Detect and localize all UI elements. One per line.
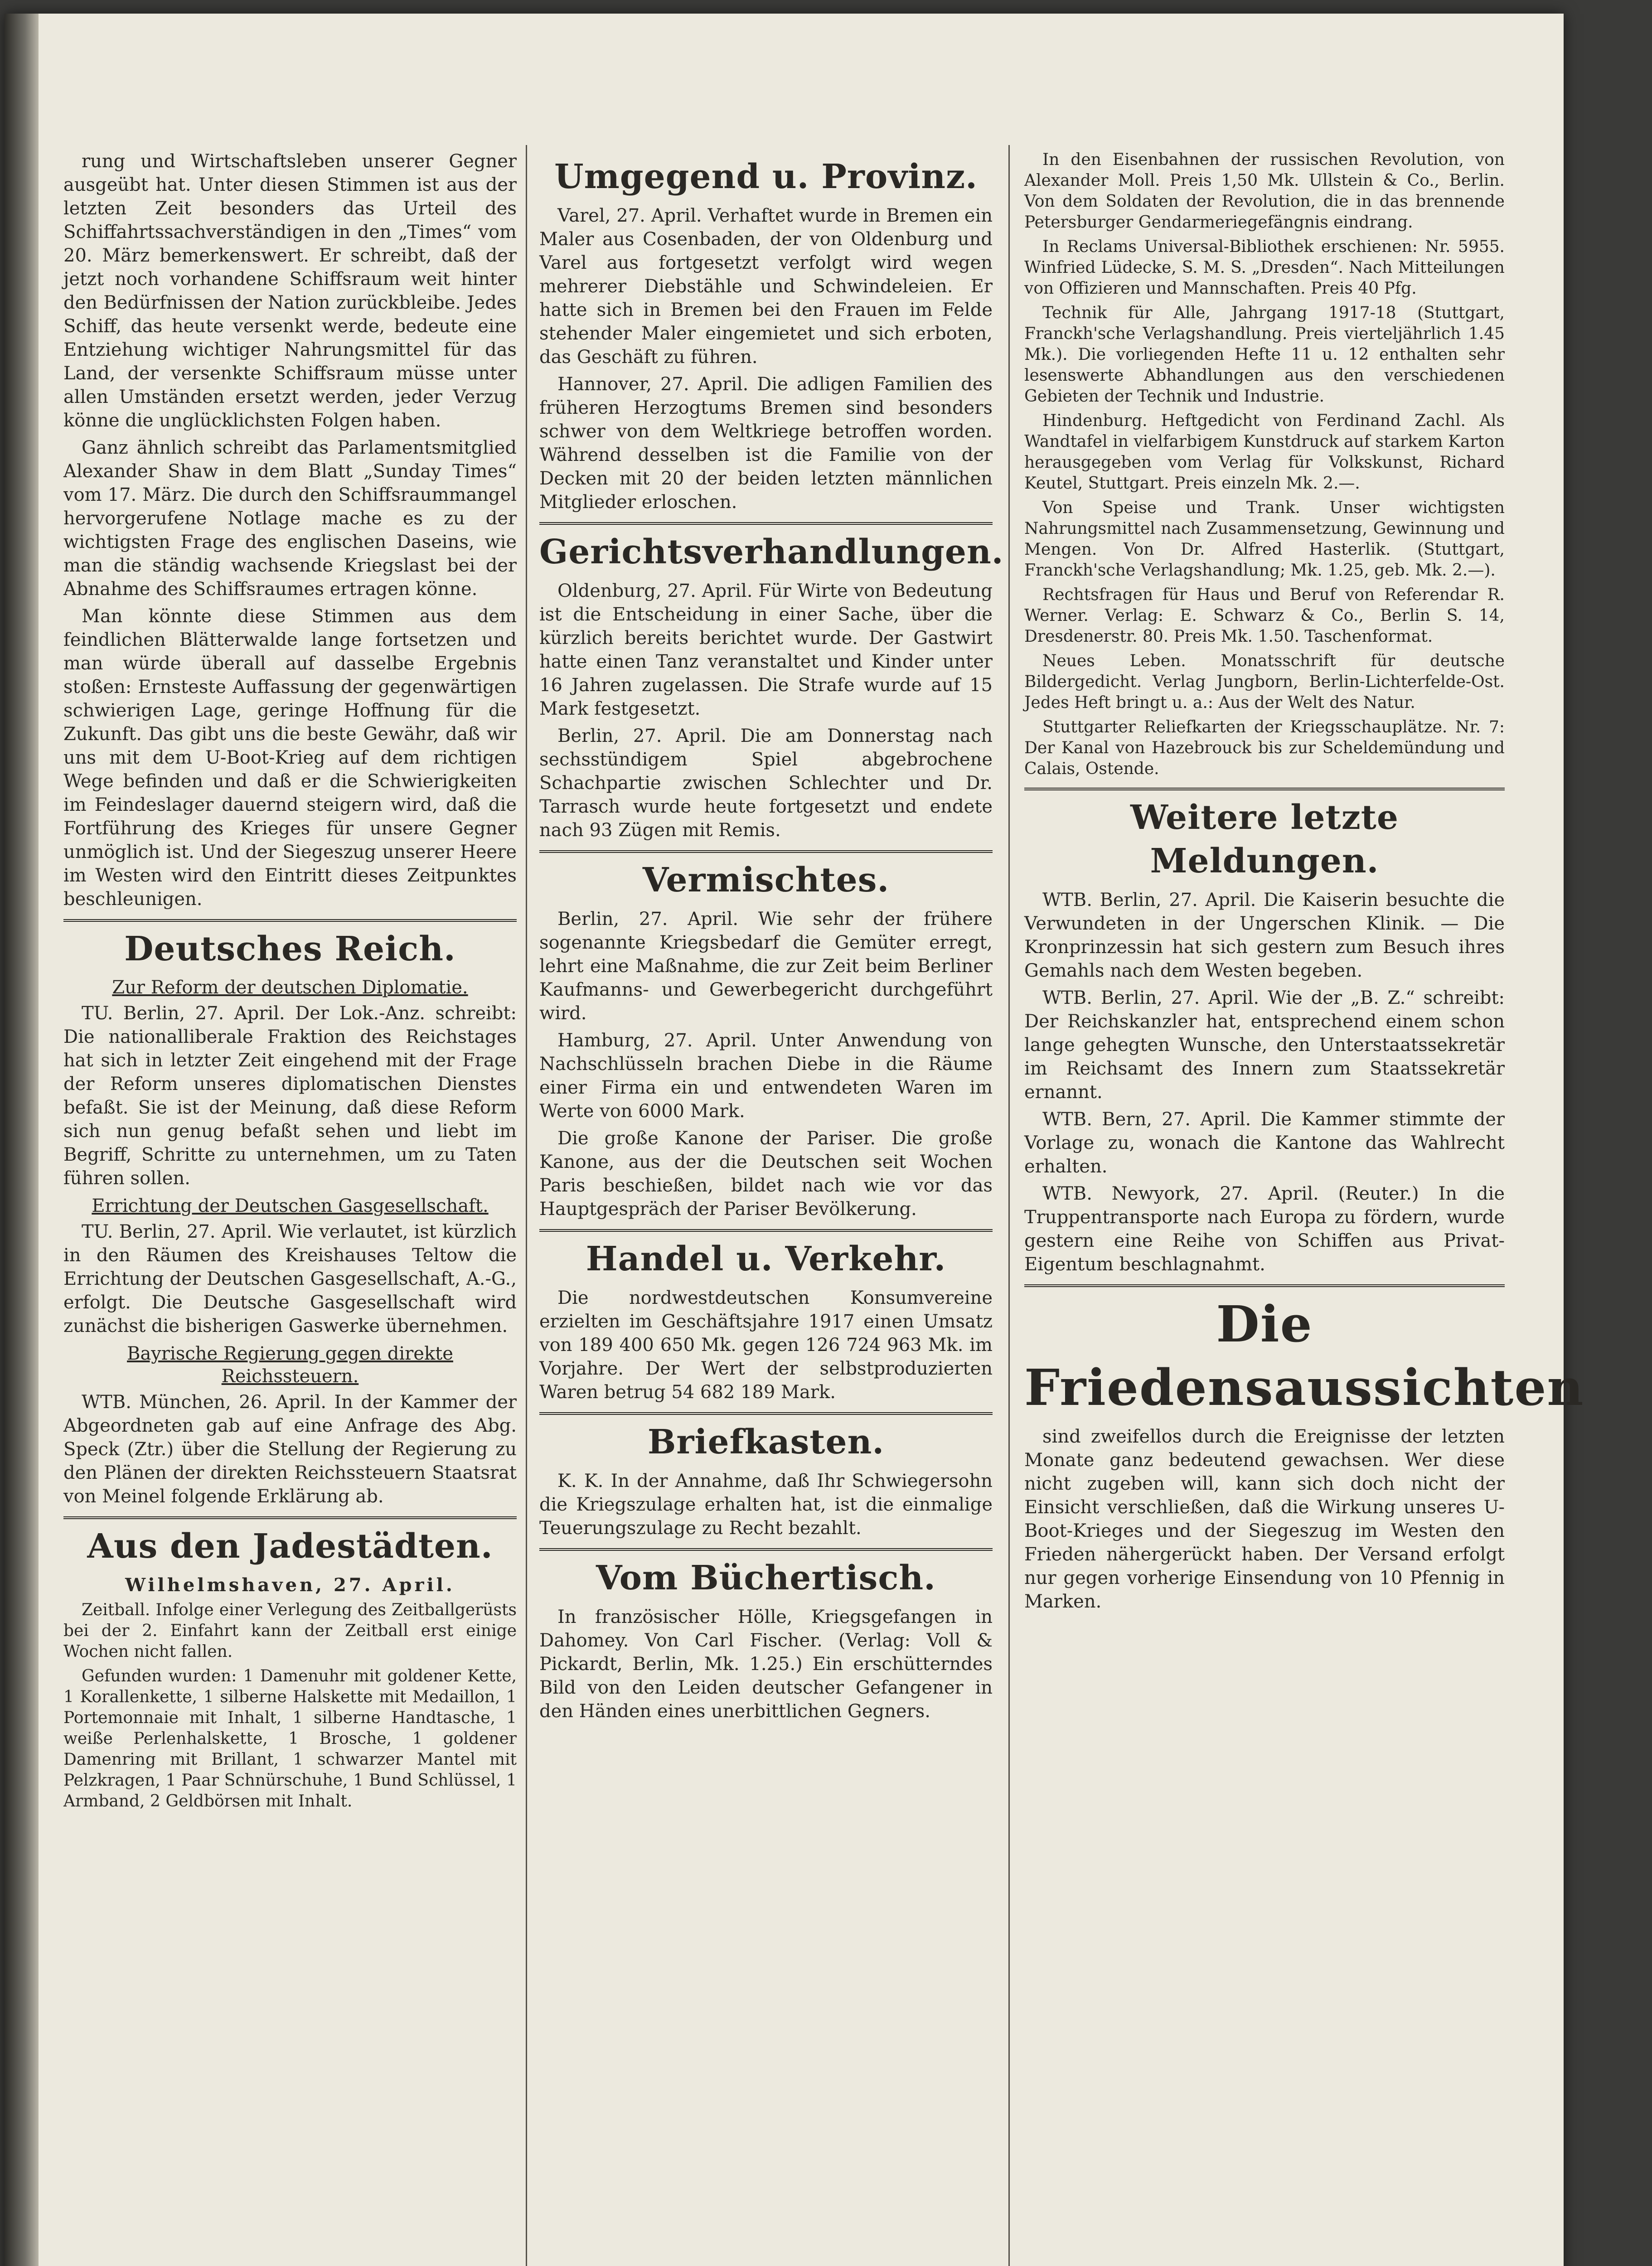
dateline: Wilhelmshaven, 27. April. <box>125 1574 455 1596</box>
book-review: In Reclams Universal-Bibliothek erschienen: Nr. 5955. Winfried Lüdecke, S. M. S. „Dresden“. Nach Mitteilungen von Offizieren und Mannschaften. Preis 40 Pfg. <box>1024 237 1505 298</box>
section-title: Deutsches Reich. <box>124 930 456 968</box>
section-rule <box>539 522 993 525</box>
column-divider <box>526 145 527 2266</box>
article-paragraph: Die große Kanone der Pariser. Die große Kanone, aus der die Deutschen seit Wochen Paris beschießen, bildet nach wie vor das Hauptgespräch der Pariser Bevölkerung. <box>539 1128 993 1220</box>
section-title: Vermischtes. <box>642 861 890 900</box>
article-paragraph: Varel, 27. April. Verhaftet wurde in Bremen ein Maler aus Cosenbaden, der von Oldenburg und Varel aus fortgesetzt verfolgt wird wegen mehrerer Diebstähle und Schwindeleien. Er hatte sich in Bremen bei den Frauen im Felde stehender Maler eingemietet und sich erboten, das Geschäft zu führen. <box>539 205 993 368</box>
section-title: Gerichtsverhandlungen. <box>539 533 1004 571</box>
article-subtitle: Zur Reform der deutschen Diplomatie. <box>112 977 468 998</box>
article-paragraph: Oldenburg, 27. April. Für Wirte von Bedeutung ist die Entscheidung in einer Sache, über die kürzlich bereits berichtet wurde. Der Gastwirt hatte einen Tanz veranstaltet und Kinder unter 16 Jahren zugelassen. Die Strafe wurde auf 15 Mark festgesetzt. <box>539 581 993 719</box>
section-title: Handel u. Verkehr. <box>586 1240 946 1278</box>
book-review: Technik für Alle, Jahrgang 1917-18 (Stuttgart, Franckh'sche Verlagshandlung. Preis vierteljährlich 1.45 Mk.). Die vorliegenden Hefte 11 u. 12 enthalten sehr lesenswerte Abhandlungen aus den verschiedenen Gebieten der Technik und Industrie. <box>1024 304 1505 406</box>
column-1 <box>63 150 517 1816</box>
page-binding <box>5 14 39 2266</box>
article-paragraph: TU. Berlin, 27. April. Der Lok.-Anz. schreibt: Die nationalliberale Fraktion des Reichstages hat sich in letzter Zeit eingehend mit der Frage der Reform unseres diplomatischen Dienstes befaßt. Sie ist der Meinung, daß diese Reform sich nun genug befaßt sehen und liebt im Begriff, Schritte zu unternehmen, um zu Taten führen sollen. <box>63 1003 517 1189</box>
article-paragraph: Gefunden wurden: 1 Damenuhr mit goldener Kette, 1 Korallenkette, 1 silberne Halskette mit Medaillon, 1 Portemonnaie mit Inhalt, 1 silberne Handtasche, 1 weiße Perlenhalskette, 1 Brosche, 1 goldener Damenring mit Brillant, 1 schwarzer Mantel mit Pelzkragen, 1 Paar Schnürschuhe, 1 Bund Schlüssel, 1 Armband, 2 Geldbörsen mit Inhalt. <box>63 1667 517 1811</box>
article-paragraph: WTB. Newyork, 27. April. (Reuter.) In die Truppentransporte nach Europa zu fördern, wurde gestern eine Reihe von Schiffen aus Privat-Eigentum beschlagnahmt. <box>1024 1183 1505 1275</box>
article-paragraph: WTB. München, 26. April. In der Kammer der Abgeordneten gab auf eine Anfrage des Abg. Speck (Ztr.) über die Stellung der Regierung zu den Plänen der direkten Reichssteuern Staatsrat von Meinel folgende Erklärung ab. <box>63 1392 517 1507</box>
article-paragraph: In französischer Hölle, Kriegsgefangen in Dahomey. Von Carl Fischer. (Verlag: Voll & Pickardt, Berlin, Mk. 1.25.) Ein erschütterndes Bild von den Leiden deutscher Gefangener in den Händen eines unerbittlichen Gegners. <box>539 1607 993 1722</box>
advertisement-headline: Die Friedensaussichten <box>1024 1295 1584 1417</box>
book-review: Stuttgarter Reliefkarten der Kriegsschauplätze. Nr. 7: Der Kanal von Hazebrouck bis zur Scheldemündung und Calais, Ostende. <box>1024 718 1505 778</box>
section-title: Vom Büchertisch. <box>596 1559 936 1598</box>
article-paragraph: Berlin, 27. April. Die am Donnerstag nach sechsstündigem Spiel abgebrochene Schachpartie zwischen Schlechter und Dr. Tarrasch wurde heute fortgesetzt und endete nach 93 Zügen mit Remis. <box>539 726 993 841</box>
book-review: Hindenburg. Heftgedicht von Ferdinand Zachl. Als Wandtafel in vielfarbigem Kunstdruck auf starkem Karton herausgegeben vom Verlag für Volkskunst, Richard Keutel, Stuttgart. Preis einzeln Mk. 2.—. <box>1024 412 1505 493</box>
section-rule <box>539 850 993 853</box>
article-paragraph: WTB. Berlin, 27. April. Wie der „B. Z.“ schreibt: Der Reichskanzler hat, entsprechend einem schon lange gehegten Wunsche, den Unterstaatssekretär im Reichsamt des Innern zum Staatssekretär ernannt. <box>1024 988 1505 1103</box>
article-paragraph: Zeitball. Infolge einer Verlegung des Zeitballgerüsts bei der 2. Einfahrt kann der Zeitball erst einige Wochen nicht fallen. <box>63 1601 517 1661</box>
section-title: Aus den Jadestädten. <box>87 1527 493 1566</box>
book-review: Von Speise und Trank. Unser wichtigsten Nahrungsmittel nach Zusammensetzung, Gewinnung und Mengen. Von Dr. Alfred Hasterlik. (Stuttgart, Franckh'sche Verlagshandlung; Mk. 1.25, geb. Mk. 2.—). <box>1024 499 1505 580</box>
book-review: Rechtsfragen für Haus und Beruf von Referendar R. Werner. Verlag: E. Schwarz & Co., Berlin S. 14, Dresdenerstr. 80. Preis Mk. 1.50. Taschenformat. <box>1024 586 1505 646</box>
article-paragraph: rung und Wirtschaftsleben unserer Gegner ausgeübt hat. Unter diesen Stimmen ist aus der letzten Zeit besonders das Urteil des Schiffahrtssachverständigen in den „Times“ vom 20. März bemerkenswert. Er schreibt, daß der jetzt noch vorhandene Schiffsraum weit hinter den Bedürfnissen der Nation zurückbleibe. Jedes Schiff, das heute versenkt werde, bedeute eine Entziehung wichtiger Nahrungsmittel für das Land, der versenkte Schiffsraum müsse unter allen Umständen ersetzt werden, jeder Verzug könne die unglücklichsten Folgen haben. <box>63 151 517 431</box>
article-paragraph: K. K. In der Annahme, daß Ihr Schwiegersohn die Kriegszulage erhalten hat, ist die einmalige Teuerungszulage zu Recht bezahlt. <box>539 1471 993 1539</box>
section-rule <box>1024 788 1505 790</box>
book-review: Neues Leben. Monatsschrift für deutsche Bildergedicht. Verlag Jungborn, Berlin-Lichterfelde-Ost. Jedes Heft bringt u. a.: Aus der Welt des Natur. <box>1024 652 1505 712</box>
column-divider <box>1008 145 1010 2266</box>
section-rule <box>539 1548 993 1551</box>
article-paragraph: Hamburg, 27. April. Unter Anwendung von Nachschlüsseln brachen Diebe in die Räume einer Firma ein und entwendeten Waren im Werte von 6000 Mark. <box>539 1030 993 1122</box>
section-rule <box>1024 1284 1505 1287</box>
section-title: Weitere letzte Meldungen. <box>1130 798 1399 881</box>
section-rule <box>63 919 517 922</box>
article-subtitle: Bayrische Regierung gegen direkte Reichssteuern. <box>127 1343 453 1387</box>
section-title: Briefkasten. <box>647 1423 885 1462</box>
section-rule <box>539 1412 993 1415</box>
article-paragraph: Die nordwestdeutschen Konsumvereine erzielten im Geschäftsjahre 1917 einen Umsatz von 189 400 650 Mk. gegen 126 724 963 Mk. im Vorjahre. Der Wert der selbstproduzierten Waren betrug 54 682 189 Mark. <box>539 1288 993 1403</box>
section-rule <box>63 1516 517 1519</box>
column-2 <box>539 150 1004 1727</box>
article-paragraph: Hannover, 27. April. Die adligen Familien des früheren Herzogtums Bremen sind besonders schwer von dem Weltkriege betroffen worden. Während desselben ist die Familie von der Decken mit 20 der beiden letzten männlichen Mitglieder erloschen. <box>539 374 993 513</box>
section-title: Umgegend u. Provinz. <box>554 157 978 196</box>
section-rule <box>539 1229 993 1232</box>
column-3 <box>1024 150 1584 1617</box>
newspaper-page <box>5 14 1584 2266</box>
article-paragraph: TU. Berlin, 27. April. Wie verlautet, ist kürzlich in den Räumen des Kreishauses Teltow die Errichtung der Deutschen Gasgesellschaft, A.-G., erfolgt. Die Deutsche Gasgesellschaft wird zunächst die bisherigen Gaswerke übernehmen. <box>63 1221 517 1336</box>
article-paragraph: WTB. Berlin, 27. April. Die Kaiserin besuchte die Verwundeten in der Ungerschen Klinik. — Die Kronprinzessin hat sich gestern zum Besuch ihres Gemahls nach dem Westen begeben. <box>1024 890 1505 981</box>
advertisement-text: sind zweifellos durch die Ereignisse der letzten Monate ganz bedeutend gewachsen. Wer diese nicht zugeben will, kann sich doch nicht der Einsicht verschließen, daß die Wirkung unseres U-Boot-Krieges und der Siegeszug im Westen den Frieden nähergerückt haben. Der Versand erfolgt nur gegen vorherige Einsendung von 10 Pfennig in Marken. <box>1024 1426 1505 1612</box>
article-paragraph: WTB. Bern, 27. April. Die Kammer stimmte der Vorlage zu, wonach die Kantone das Wahlrecht erhalten. <box>1024 1109 1505 1177</box>
article-subtitle: Errichtung der Deutschen Gasgesellschaft. <box>92 1196 489 1216</box>
book-review: In den Eisenbahnen der russischen Revolution, von Alexander Moll. Preis 1,50 Mk. Ullstein & Co., Berlin. Von dem Soldaten der Revolution, die in das brennende Petersburger Gendarmeriegefängnis eindrang. <box>1024 150 1505 232</box>
article-paragraph: Ganz ähnlich schreibt das Parlamentsmitglied Alexander Shaw in dem Blatt „Sunday Times“ vom 17. März. Die durch den Schiffsraummangel hervorgerufene Notlage mache es zu der wichtigsten Frage des englischen Daseins, wie man die ständig wachsende Kriegslast bei der Abnahme des Schiffsraumes ertragen könne. <box>63 437 517 600</box>
article-paragraph: Man könnte diese Stimmen aus dem feindlichen Blätterwalde lange fortsetzen und man würde überall auf dasselbe Ergebnis stoßen: Ernsteste Auffassung der gegenwärtigen schwierigen Lage, geringe Hoffnung für die Zukunft. Das gibt uns die beste Gewähr, daß wir uns mit dem U-Boot-Krieg auf dem richtigen Wege befinden und daß er die Schwierigkeiten im Feindeslager dauernd steigern wird, daß die Fortführung des Krieges für unsere Gegner unmöglich ist. Und der Siegeszug unserer Heere im Westen wird den Eintritt dieses Zeitpunktes beschleunigen. <box>63 606 517 910</box>
article-paragraph: Berlin, 27. April. Wie sehr der frühere sogenannte Kriegsbedarf die Gemüter erregt, lehrt eine Maßnahme, die zur Zeit beim Berliner Kaufmanns- und Gewerbegericht durchgeführt wird. <box>539 909 993 1024</box>
